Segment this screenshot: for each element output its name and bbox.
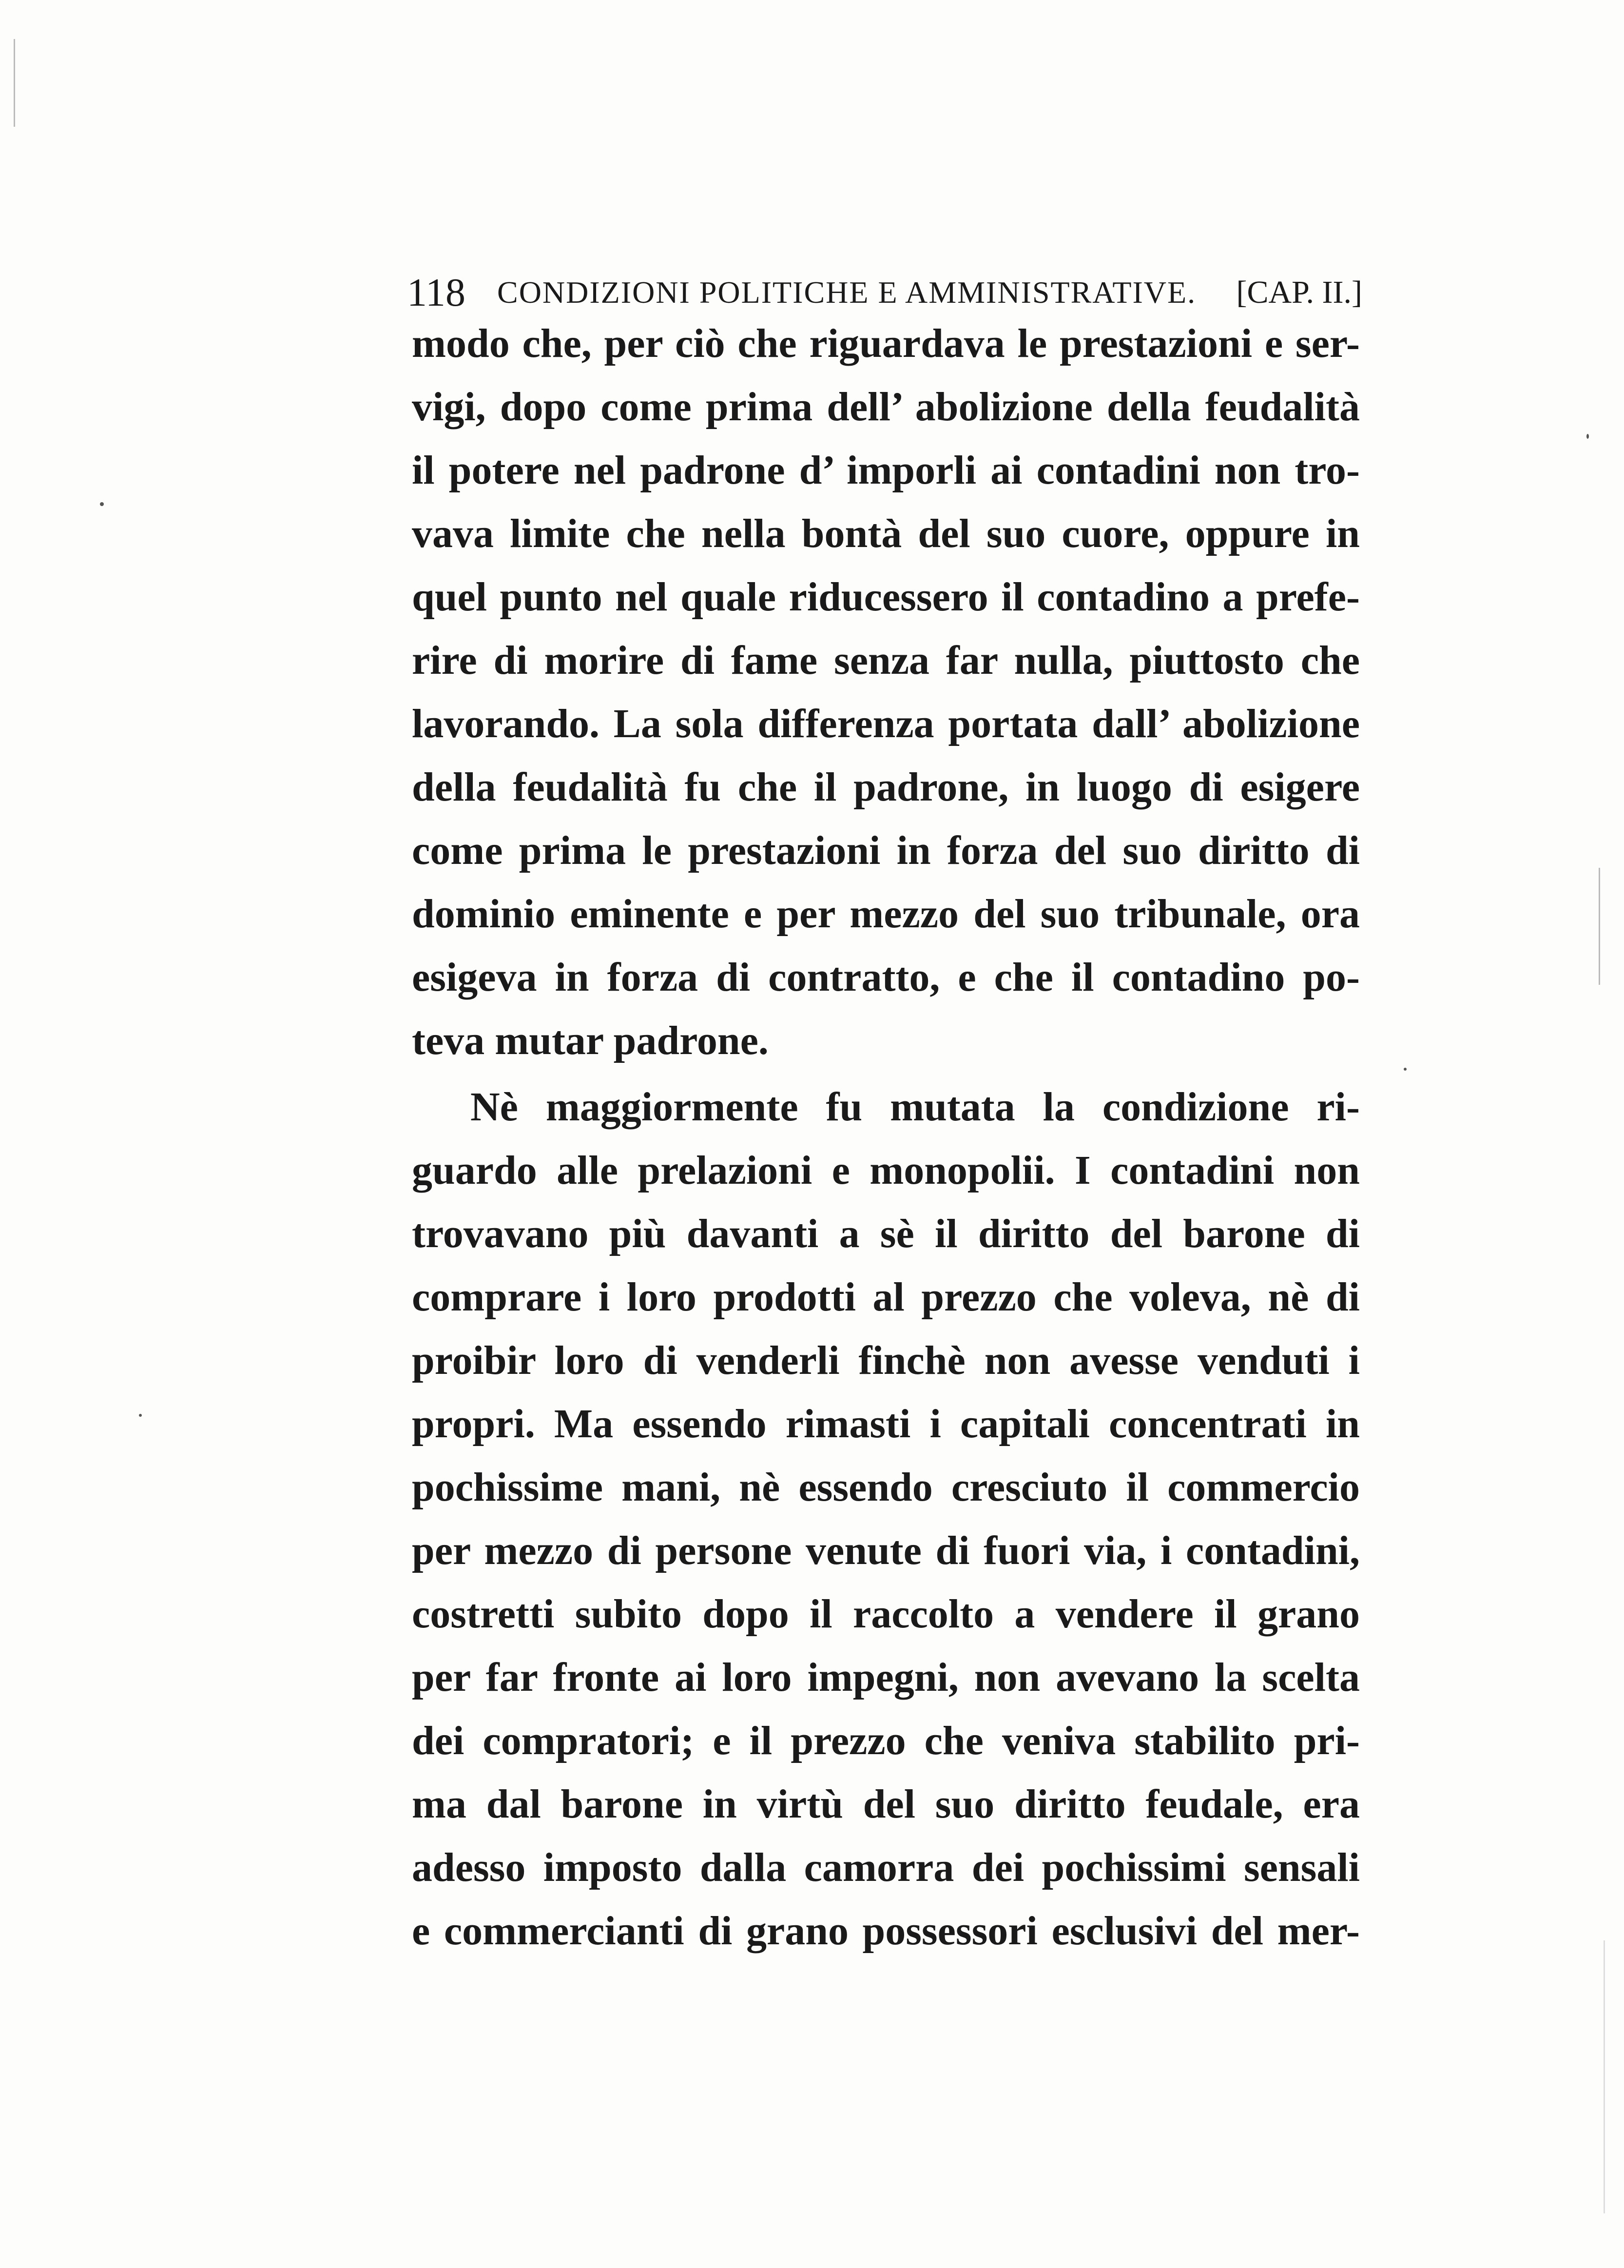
- text-line: rire di morire di fame senza far nulla, piuttosto che: [412, 638, 1360, 683]
- scan-speck: [139, 1414, 142, 1417]
- running-header: [407, 266, 1362, 319]
- text-line: per far fronte ai loro impegni, non avevano la scelta: [412, 1655, 1360, 1700]
- text-line: lavorando. La sola differenza portata dall’ abolizione: [412, 701, 1360, 746]
- text-line: ma dal barone in virtù del suo diritto feudale, era: [412, 1781, 1360, 1827]
- scan-edge-mark: [14, 39, 15, 127]
- scan-speck: [100, 502, 104, 506]
- scan-speck: [1404, 1068, 1407, 1071]
- text-line: teva mutar padrone.: [412, 1018, 769, 1063]
- scan-edge-mark: [1599, 868, 1600, 985]
- running-title: CONDIZIONI POLITICHE E AMMINISTRATIVE.: [497, 275, 1197, 310]
- text-line: come prima le prestazioni in forza del suo diritto di: [412, 828, 1360, 873]
- text-line: e commercianti di grano possessori esclusivi del mer-: [412, 1908, 1360, 1954]
- text-line: dei compratori; e il prezzo che veniva stabilito pri-: [412, 1718, 1360, 1763]
- paragraph: [412, 1075, 1360, 1963]
- text-line: il potere nel padrone d’ imporli ai contadini non tro-: [412, 448, 1360, 493]
- text-line: quel punto nel quale riducessero il contadino a prefe-: [412, 574, 1360, 620]
- text-line: della feudalità fu che il padrone, in luogo di esigere: [412, 764, 1360, 810]
- text-line: comprare i loro prodotti al prezzo che voleva, nè di: [412, 1274, 1360, 1320]
- text-line: Nè maggiormente fu mutata la condizione ri-: [470, 1084, 1360, 1130]
- text-line: dominio eminente e per mezzo del suo tribunale, ora: [412, 891, 1360, 937]
- text-line: trovavano più davanti a sè il diritto del barone di: [412, 1211, 1360, 1256]
- chapter-label: [CAP. II.]: [1236, 274, 1362, 310]
- scan-edge-mark: [1604, 1940, 1605, 2213]
- page-number: 118: [407, 270, 465, 314]
- text-line: esigeva in forza di contratto, e che il contadino po-: [412, 955, 1360, 1000]
- scan-speck: [1586, 434, 1589, 439]
- text-line: costretti subito dopo il raccolto a vendere il grano: [412, 1591, 1360, 1637]
- text-line: per mezzo di persone venute di fuori via, i contadini,: [412, 1528, 1360, 1573]
- text-line: guardo alle prelazioni e monopolii. I contadini non: [412, 1148, 1360, 1193]
- text-line: proibir loro di venderli finchè non avesse venduti i: [412, 1338, 1360, 1383]
- text-line: vigi, dopo come prima dell’ abolizione della feudalità: [412, 384, 1360, 430]
- paragraph: [412, 312, 1360, 1073]
- text-line: propri. Ma essendo rimasti i capitali concentrati in: [412, 1401, 1360, 1447]
- text-line: adesso imposto dalla camorra dei pochissimi sensali: [412, 1845, 1360, 1890]
- body-text: [412, 312, 1360, 1963]
- text-line: pochissime mani, nè essendo cresciuto il commercio: [412, 1465, 1360, 1510]
- text-line: vava limite che nella bontà del suo cuore, oppure in: [412, 511, 1360, 556]
- text-line: modo che, per ciò che riguardava le prestazioni e ser-: [412, 321, 1360, 366]
